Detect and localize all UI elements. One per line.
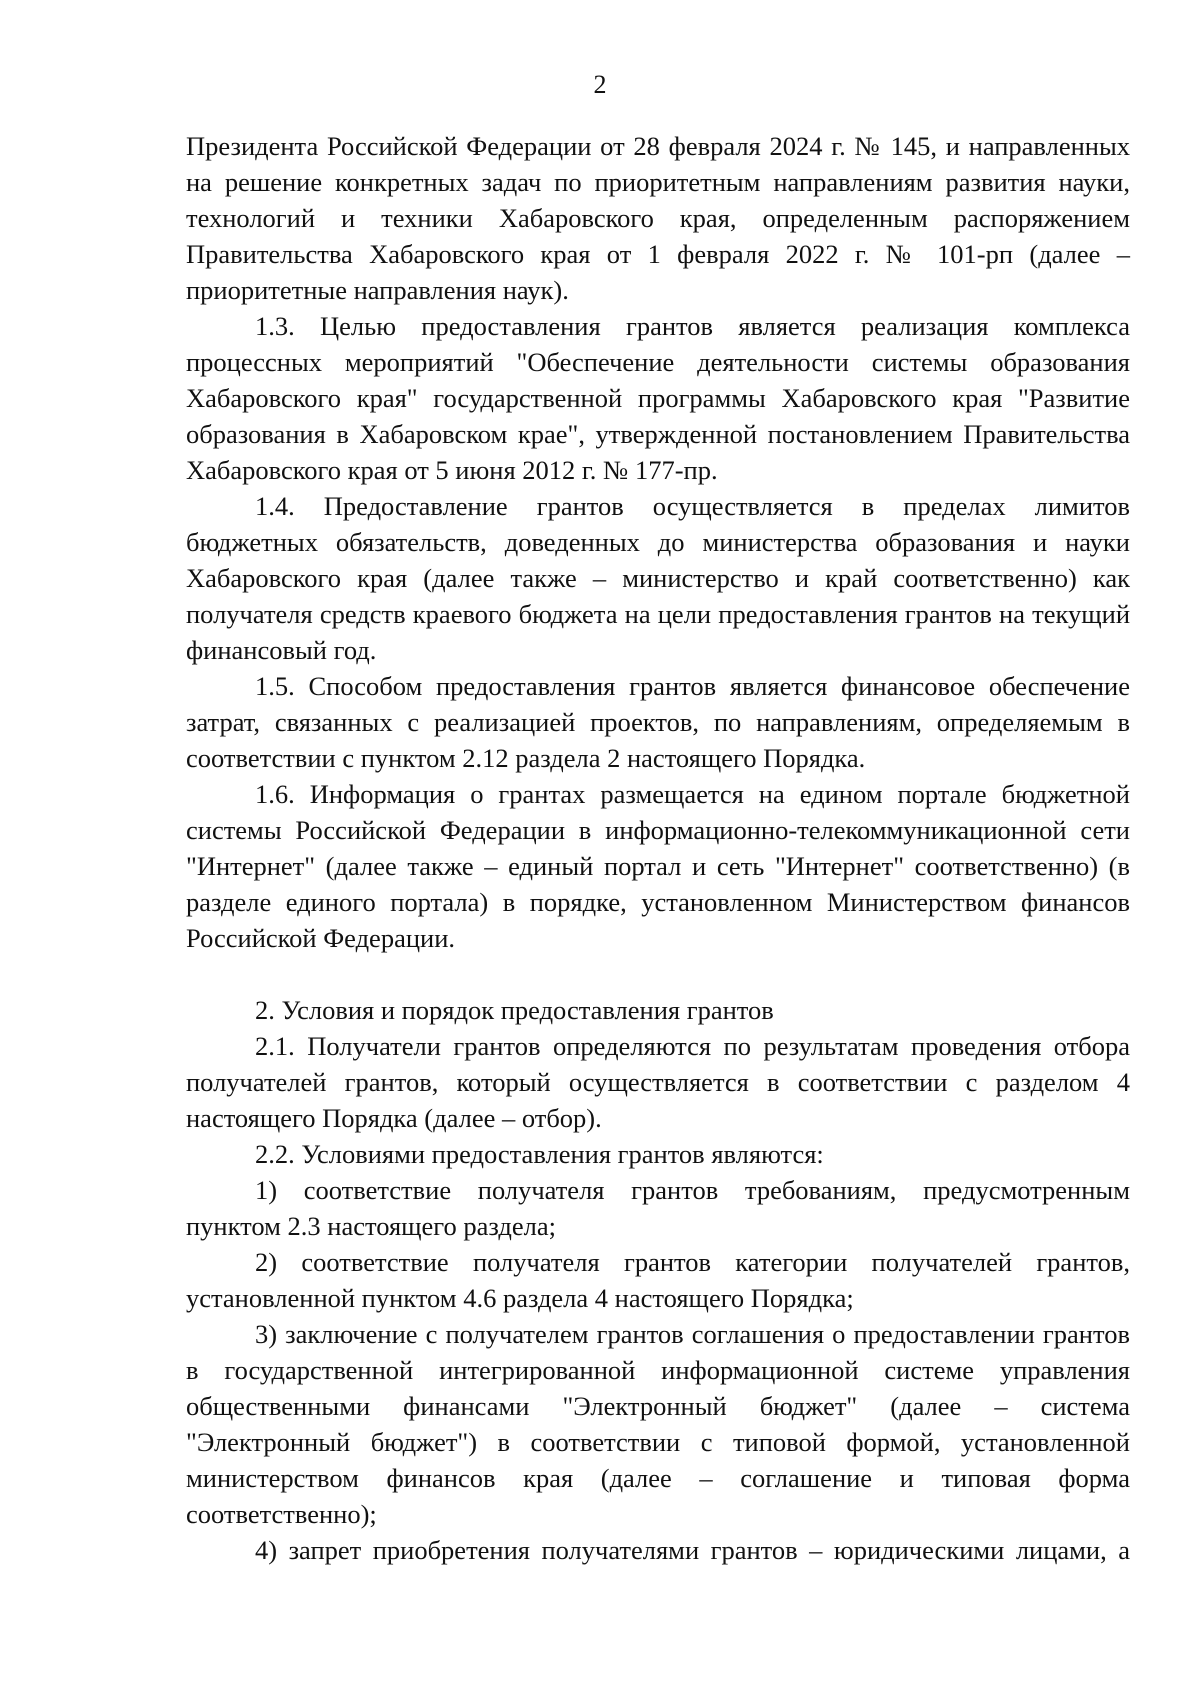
list-item-4: 4) запрет приобретения получателями грантов – юридическими лицами, а xyxy=(255,1535,1130,1565)
paragraph-2-1: 2.1. Получатели грантов определяются по результатам проведения отбора получателей грантов, который осуществляется в соответствии с разделом 4 настоящего Порядка (далее – отбор). xyxy=(186,1031,1130,1133)
list-item-3: 3) заключение с получателем грантов соглашения о предоставлении грантов в государственной интегрированной информационной системе управления общественными финансами "Электронный бюджет" (далее – система "Электронный бюджет") в соответствии с типовой формой, установленной министерством финансов края (далее – соглашение и типовая форма соответственно); xyxy=(186,1319,1130,1529)
paragraph-continuation: Президента Российской Федерации от 28 февраля 2024 г. № 145, и направленных на решение конкретных задач по приоритетным направлениям развития науки, технологий и техники Хабаровского края, определенным распоряжением Правительства Хабаровского края от 1 февраля 2022 г. № 101-рп (далее – приоритетные направления наук). xyxy=(186,131,1130,305)
list-item-1: 1) соответствие получателя грантов требованиям, предусмотренным пунктом 2.3 настоящего раздела; xyxy=(186,1175,1130,1241)
list-item-2: 2) соответствие получателя грантов категории получателей грантов, установленной пунктом 4.6 раздела 4 настоящего Порядка; xyxy=(186,1247,1130,1313)
page-number: 2 xyxy=(593,70,607,99)
paragraph-1-6: 1.6. Информация о грантах размещается на едином портале бюджетной системы Российской Федерации в информационно-телекоммуникационной сети "Интернет" (далее также – единый портал и сеть "Интернет" соответственно) (в разделе единого портала) в порядке, установленном Министерством финансов Российской Федерации. xyxy=(186,779,1130,953)
document-body xyxy=(186,128,1130,1568)
paragraph-1-3: 1.3. Целью предоставления грантов является реализация комплекса процессных мероприятий "Обеспечение деятельности системы образования Хабаровского края" государственной программы Хабаровского края "Развитие образования в Хабаровском крае", утвержденной постановлением Правительства Хабаровского края от 5 июня 2012 г. № 177-пр. xyxy=(186,311,1130,485)
paragraph-1-5: 1.5. Способом предоставления грантов является финансовое обеспечение затрат, связанных с реализацией проектов, по направлениям, определяемым в соответствии с пунктом 2.12 раздела 2 настоящего Порядка. xyxy=(186,671,1130,773)
paragraph-2-2: 2.2. Условиями предоставления грантов являются: xyxy=(255,1139,824,1169)
section-2-title: 2. Условия и порядок предоставления грантов xyxy=(255,995,774,1025)
paragraph-1-4: 1.4. Предоставление грантов осуществляется в пределах лимитов бюджетных обязательств, доведенных до министерства образования и науки Хабаровского края (далее также – министерство и край соответственно) как получателя средств краевого бюджета на цели предоставления грантов на текущий финансовый год. xyxy=(186,491,1130,665)
